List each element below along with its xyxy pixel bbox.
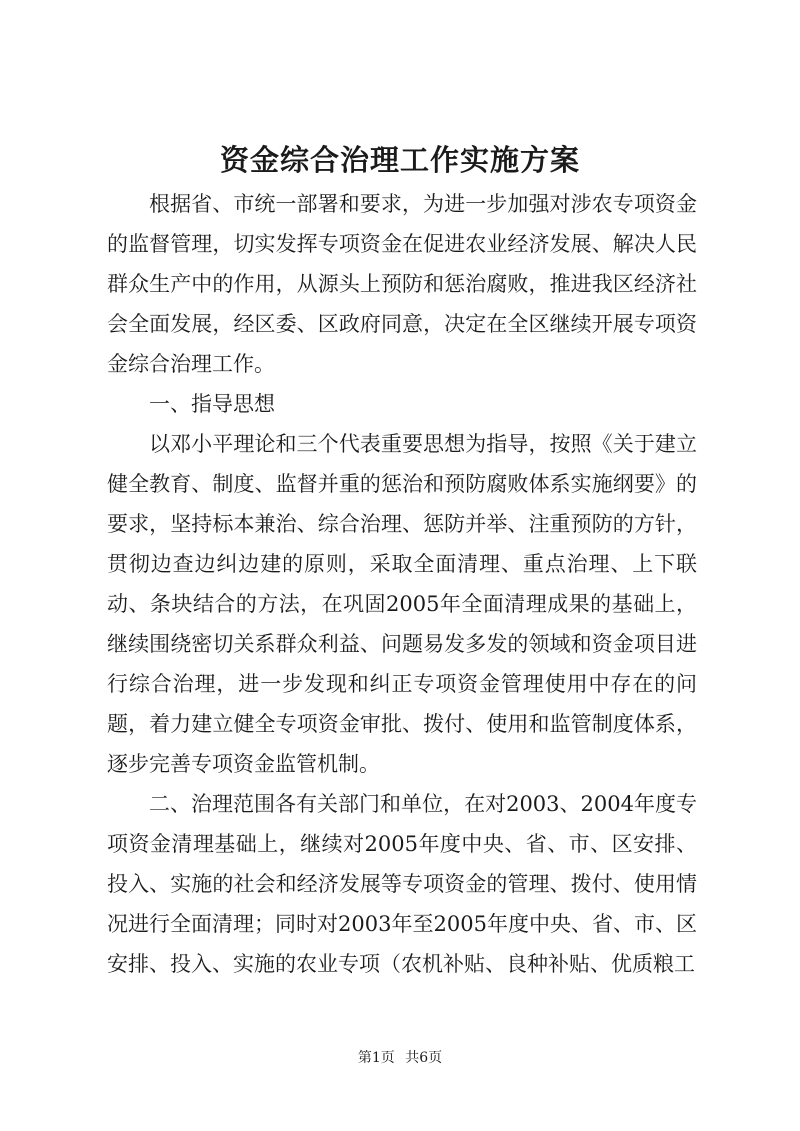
paragraph-scope: 二、治理范围各有关部门和单位，在对2003、2004年度专项资金清理基础上，继续对2005年度中央、省、市、区安排、投入、实施的社会和经济发展等专项资金的管理、拨付、使用情况进行全面清理；同时对2003年至2005年度中央、省、市、区安排、投入、实施的农业专项（农机补贴、良种补贴、优质粮工 bbox=[107, 792, 697, 976]
paragraph-intro: 根据省、市统一部署和要求，为进一步加强对涉农专项资金的监督管理，切实发挥专项资金在促进农业经济发展、解决人民群众生产中的作用，从源头上预防和惩治腐败，推进我区经济社会全面发展，经区委、区政府同意，决定在全区继续开展专项资金综合治理工作。 bbox=[107, 192, 697, 376]
document-title: 资金综合治理工作实施方案 bbox=[219, 143, 580, 177]
document-body bbox=[107, 184, 697, 984]
section-heading-guiding-ideology: 一、指导思想 bbox=[149, 392, 275, 416]
total-pages: 共6页 bbox=[405, 1050, 443, 1066]
page-number: 第1页 bbox=[357, 1050, 395, 1066]
paragraph-guiding-ideology: 以邓小平理论和三个代表重要思想为指导，按照《关于建立健全教育、制度、监督并重的惩治和预防腐败体系实施纲要》的要求，坚持标本兼治、综合治理、惩防并举、注重预防的方针，贯彻边查边纠边建的原则，采取全面清理、重点治理、上下联动、条块结合的方法，在巩固2005年全面清理成果的基础上，继续围绕密切关系群众利益、问题易发多发的领域和资金项目进行综合治理，进一步发现和纠正专项资金管理使用中存在的问题，着力建立健全专项资金审批、拨付、使用和监管制度体系，逐步完善专项资金监管机制。 bbox=[107, 432, 697, 776]
page-footer bbox=[0, 1048, 800, 1068]
